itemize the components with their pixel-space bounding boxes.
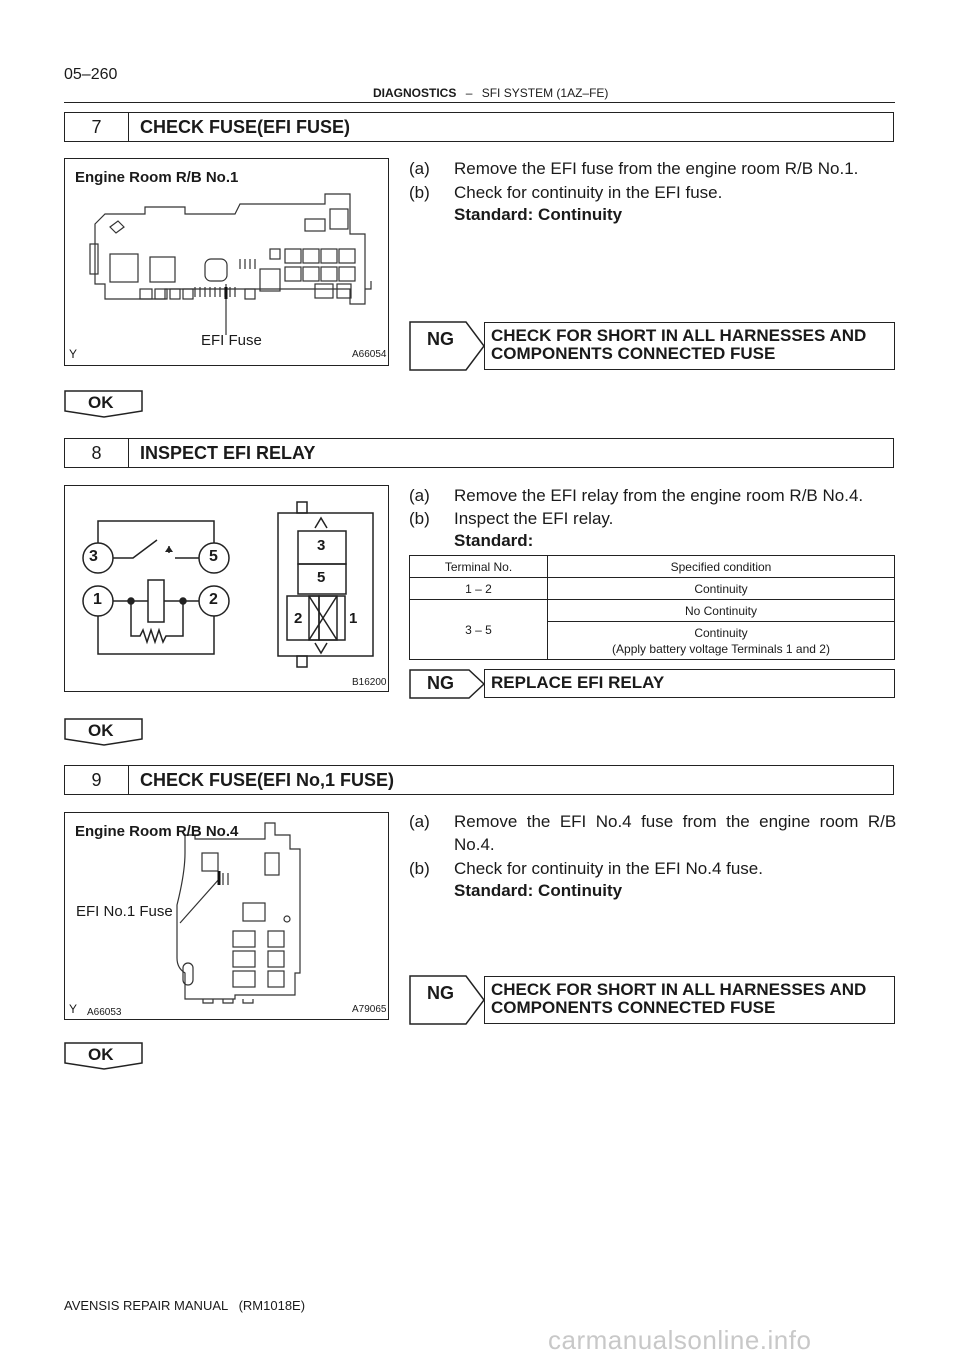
ng-label: NG <box>427 983 454 1003</box>
ng-action-line-2: COMPONENTS CONNECTED FUSE <box>491 998 776 1017</box>
table-row <box>410 578 895 600</box>
figure-title: Engine Room R/B No.4 <box>75 823 239 840</box>
fuse-callout: EFI Fuse <box>201 332 262 349</box>
instruction-b-text: Inspect the EFI relay. <box>454 509 614 528</box>
ok-label: OK <box>88 1045 114 1064</box>
footer-manual-title: AVENSIS REPAIR MANUAL (RM1018E) <box>64 1298 306 1313</box>
figure-code: A66053 <box>87 1007 122 1018</box>
figure-code: A79065 <box>352 1004 387 1015</box>
ng-action-line-1: CHECK FOR SHORT IN ALL HARNESSES AND <box>491 326 867 345</box>
section-name: DIAGNOSTICS <box>373 86 457 100</box>
step-title: CHECK FUSE(EFI FUSE) <box>140 116 351 137</box>
table-cell-terminal: 1 – 2 <box>410 578 548 600</box>
instruction-b-text: Check for continuity in the EFI fuse. <box>454 183 723 202</box>
table-cell-condition: Continuity <box>548 578 895 600</box>
ng-action-line-1: CHECK FOR SHORT IN ALL HARNESSES AND <box>491 980 867 999</box>
standard-text: Standard: Continuity <box>454 205 623 224</box>
figure-code: A66054 <box>352 349 387 360</box>
subsection-name: SFI SYSTEM (1AZ–FE) <box>481 86 609 100</box>
figure-mark: Y <box>69 347 78 361</box>
ng-label: NG <box>427 329 454 349</box>
ng-action-box <box>484 669 895 698</box>
instruction-b-label: (b) <box>409 509 430 528</box>
instruction-a-text: Remove the EFI No.4 fuse from the engine room R/B <box>454 812 897 831</box>
instruction-b-label: (b) <box>409 859 430 878</box>
terminal-3-label: 3 <box>89 548 98 565</box>
terminal-5-label: 5 <box>209 548 218 565</box>
connector-1-label: 1 <box>349 610 358 627</box>
terminal-2-label: 2 <box>209 591 218 608</box>
ng-action-line-2: COMPONENTS CONNECTED FUSE <box>491 344 776 363</box>
relay-figure <box>64 485 389 692</box>
table-row <box>410 600 895 622</box>
figure-mark: Y <box>69 1002 78 1016</box>
ng-label: NG <box>427 673 454 693</box>
connector-5-label: 5 <box>317 569 326 586</box>
step-number: 8 <box>65 439 129 467</box>
ok-branch <box>64 390 144 423</box>
step-9-header <box>64 765 894 795</box>
standard-text: Standard: Continuity <box>454 881 623 900</box>
ng-action-box <box>484 976 895 1024</box>
ng-action-box <box>484 322 895 370</box>
header-rule <box>64 102 895 103</box>
condition-line-1: Continuity <box>694 625 748 640</box>
relay-schematic <box>65 486 387 691</box>
connector-2-label: 2 <box>294 610 303 627</box>
instruction-b-text: Check for continuity in the EFI No.4 fuse. <box>454 859 763 878</box>
table-cell-condition: No Continuity <box>548 600 895 622</box>
instruction-b-label: (b) <box>409 183 430 202</box>
table-header-terminal: Terminal No. <box>410 556 548 578</box>
figure-title: Engine Room R/B No.1 <box>75 169 239 186</box>
instruction-a-label: (a) <box>409 486 430 505</box>
ok-branch <box>64 718 144 751</box>
page-section-header <box>373 86 608 100</box>
step-title: INSPECT EFI RELAY <box>140 442 316 463</box>
ng-action-line-1: REPLACE EFI RELAY <box>491 673 665 692</box>
step-7-header <box>64 112 894 142</box>
header-separator: – <box>465 86 473 100</box>
connector-3-label: 3 <box>317 537 326 554</box>
fuse-box-figure <box>64 812 389 1020</box>
ok-branch <box>64 1042 144 1075</box>
instruction-a-label: (a) <box>409 159 430 178</box>
table-cell-terminal: 3 – 5 <box>410 600 548 660</box>
table-header-condition: Specified condition <box>548 556 895 578</box>
instruction-a-text: Remove the EFI relay from the engine room R/B No.4. <box>454 486 864 505</box>
step-title: CHECK FUSE(EFI No,1 FUSE) <box>140 769 395 790</box>
step-number: 7 <box>65 113 129 141</box>
step-8-header <box>64 438 894 468</box>
instruction-a-text: Remove the EFI fuse from the engine room R/B No.1. <box>454 159 859 178</box>
table-cell-condition <box>548 622 895 660</box>
step-number: 9 <box>65 766 129 794</box>
relay-spec-table <box>409 555 895 660</box>
standard-text: Standard: <box>454 531 534 550</box>
terminal-1-label: 1 <box>93 591 102 608</box>
figure-code: B16200 <box>352 677 387 688</box>
page-number: 05–260 <box>64 66 118 83</box>
fuse-callout: EFI No.1 Fuse <box>76 903 173 920</box>
ok-label: OK <box>88 393 114 412</box>
condition-line-2: (Apply battery voltage Terminals 1 and 2) <box>612 641 830 656</box>
ok-label: OK <box>88 721 114 740</box>
watermark: carmanualsonline.info <box>548 1325 812 1355</box>
instruction-a-label: (a) <box>409 812 430 831</box>
fuse-box-figure <box>64 158 389 366</box>
instruction-a-text-cont: No.4. <box>454 835 495 854</box>
